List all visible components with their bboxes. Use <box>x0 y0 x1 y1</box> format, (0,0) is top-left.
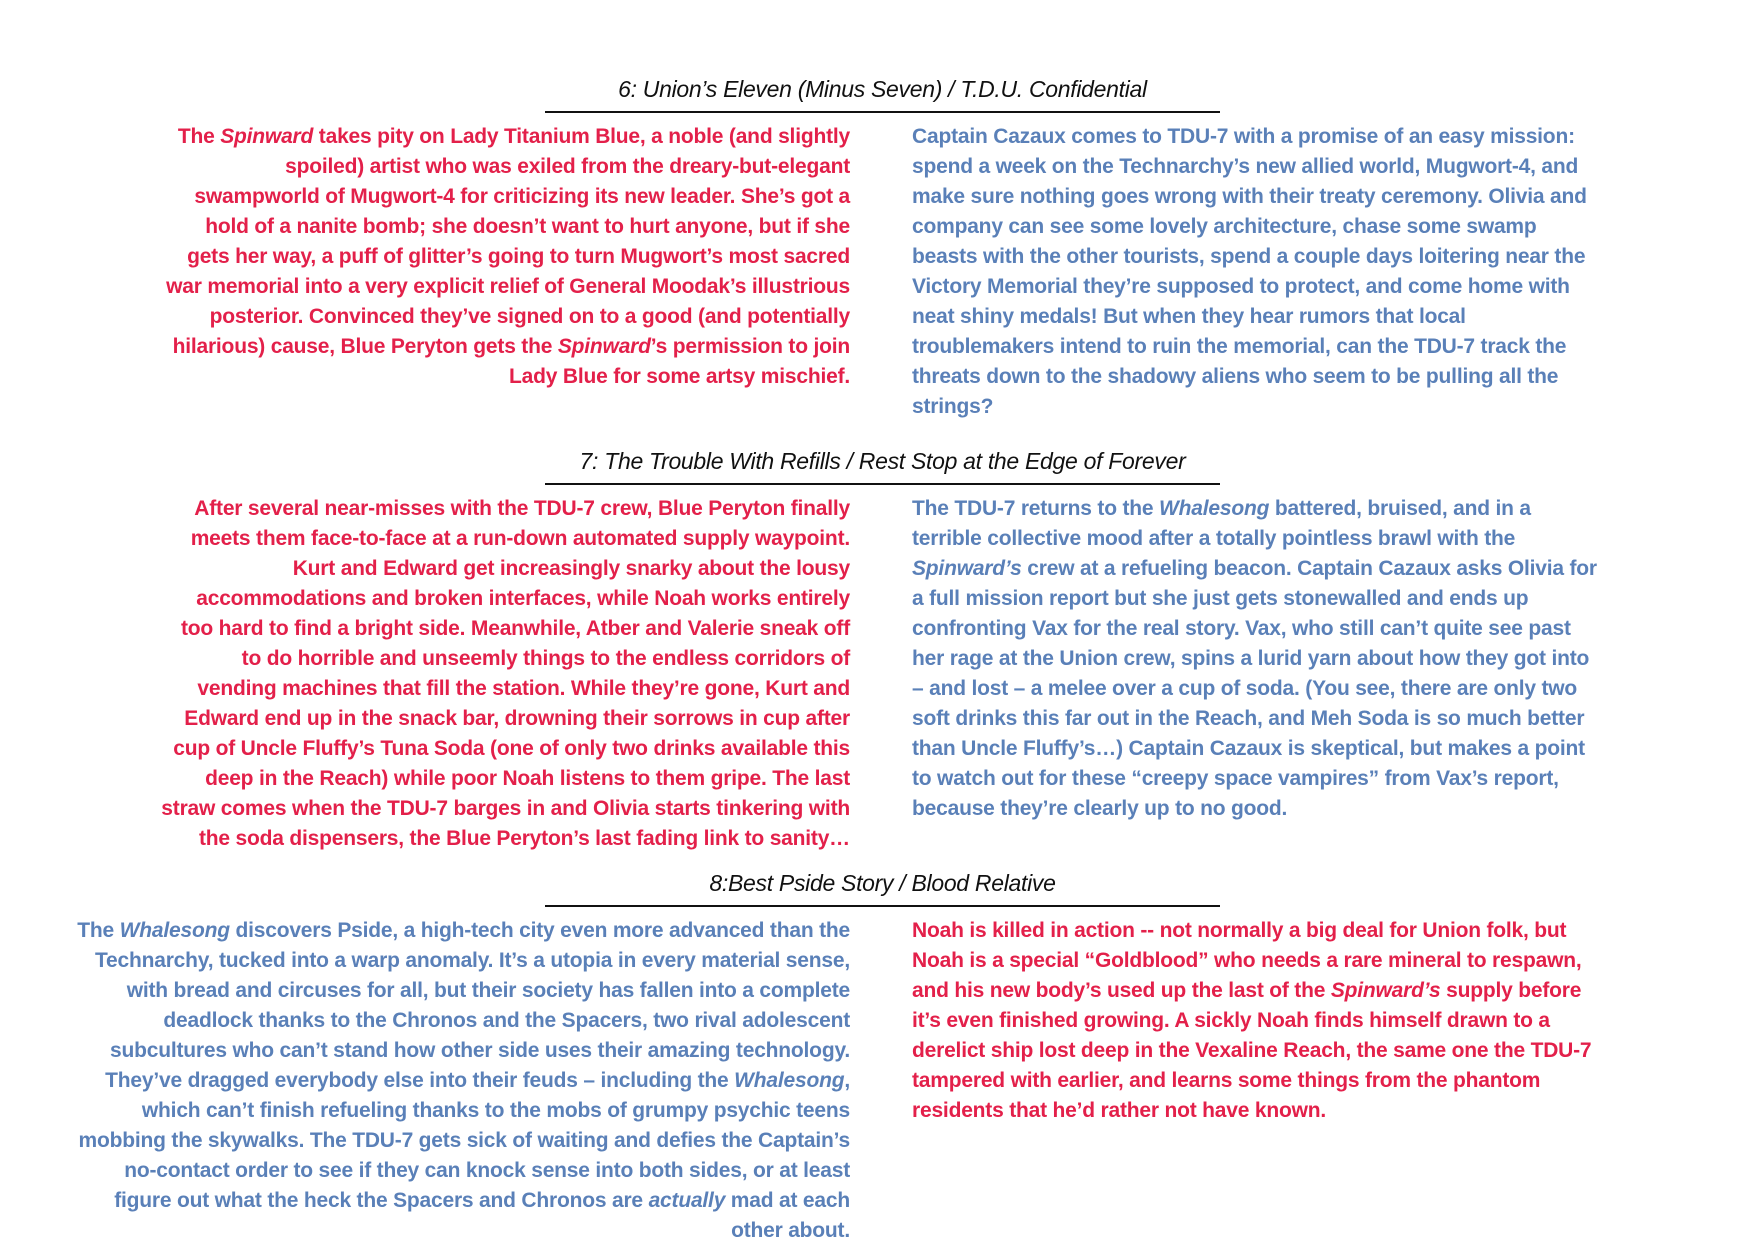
italic-text-run: actually <box>648 1189 726 1212</box>
section-8-title: 8:Best Pside Story / Blood Relative <box>545 870 1220 907</box>
text-run: takes pity on Lady Titanium Blue, a noble (and slightly spoiled) artist who was exiled from the dreary-but-elegant swampworld of Mugwort-4 for criticizing its new leader. She’s got a hold of a nanite bomb; she doesn’t want to hurt anyone, but if she gets her way, a puff of glitter’s going to turn Mugwort’s most sacred war memorial into a very explicit relief of General Moodak’s illustrious posterior. Convinced they’ve signed on to a good (and potentially hilarious) cause, Blue Peryton gets the <box>166 125 850 358</box>
italic-text-run: Whalesong <box>1159 497 1270 520</box>
italic-text-run: Spinward <box>220 125 314 148</box>
italic-text-run: Spinward’s <box>1330 979 1441 1002</box>
text-run: battered, bruised, and in a terrible collective mood after a totally pointless brawl with the <box>912 497 1531 550</box>
text-run: The <box>177 125 221 148</box>
section-7-union-synopsis <box>160 494 850 854</box>
text-run: The TDU-7 returns to the <box>912 497 1160 520</box>
text-run: discovers Pside, a high-tech city even more advanced than the Technarchy, tucked into a warp anomaly. It’s a utopia in every material sense, with bread and circuses for all, but their society has fallen into a complete deadlock thanks to the Chronos and the Spacers, two rival adolescent subcultures who can’t stand how other side uses their amazing technology. They’ve dragged everybody else into their feuds – including the <box>94 919 850 1092</box>
text-run: mad at each other about. <box>725 1189 850 1242</box>
text-run: crew at a refueling beacon. Captain Cazaux asks Olivia for a full mission report but she just gets stonewalled and ends up confronting Vax for the real story. Vax, who still can’t quite see past her rage at the Union crew, spins a lurid yarn about how they got into – and lost – a melee over a cup of soda. (You see, there are only two soft drinks this far out in the Reach, and Meh Soda is so much better than Uncle Fluffy’s…) Captain Cazaux is skeptical, but makes a point to watch out for these “creepy space vampires” from Vax’s report, because they’re clearly up to no good. <box>912 557 1597 820</box>
section-6-union-synopsis <box>160 122 850 392</box>
text-run: Noah is killed in action -- not normally a big deal for Union folk, but Noah is a special “Goldblood” who needs a rare mineral to respawn, and his new body’s used up the last of the <box>912 919 1582 1002</box>
italic-text-run: Whalesong <box>119 919 230 942</box>
text-run: Captain Cazaux comes to TDU-7 with a promise of an easy mission: spend a week on the Technarchy’s new allied world, Mugwort-4, and make sure nothing goes wrong with their treaty ceremony. Olivia and company can see some lovely architecture, chase some swamp beasts with the other tourists, spend a couple days loitering near the Victory Memorial they’re supposed to protect, and come home with neat shiny medals! But when they hear rumors that local troublemakers intend to ruin the memorial, can the TDU-7 track the threats down to the shadowy aliens who seem to be pulling all the strings? <box>912 125 1587 418</box>
text-run: After several near-misses with the TDU-7 crew, Blue Peryton finally meets them face-to-face at a run-down automated supply waypoint. Kurt and Edward get increasingly snarky about the lousy accommodations and broken interfaces, while Noah works entirely too hard to find a bright side. Meanwhile, Atber and Valerie sneak off to do horrible and unseemly things to the endless corridors of vending machines that fill the station. While they’re gone, Kurt and Edward end up in the snack bar, drowning their sorrows in cup after cup of Uncle Fluffy’s Tuna Soda (one of only two drinks available this deep in the Reach) while poor Noah listens to them gripe. The last straw comes when the TDU-7 barges in and Olivia starts tinkering with the soda dispensers, the Blue Peryton’s last fading link to sanity… <box>161 497 850 850</box>
section-7-title: 7: The Trouble With Refills / Rest Stop at the Edge of Forever <box>545 448 1220 485</box>
italic-text-run: Spinward’s <box>912 557 1022 580</box>
section-6-tdu-synopsis <box>912 122 1592 422</box>
text-run: The <box>77 919 120 942</box>
section-6-title: 6: Union’s Eleven (Minus Seven) / T.D.U. Confidential <box>545 76 1220 113</box>
italic-text-run: Spinward <box>557 335 651 358</box>
section-8-union-synopsis <box>912 916 1602 1126</box>
text-run: supply before it’s even finished growing. A sickly Noah finds himself drawn to a derelict ship lost deep in the Vexaline Reach, the same one the TDU-7 tampered with earlier, and learns some things from the phantom residents that he’d rather not have known. <box>912 979 1592 1122</box>
text-run: , which can’t finish refueling thanks to the mobs of grumpy psychic teens mobbing the skywalks. The TDU-7 gets sick of waiting and defies the Captain’s no-contact order to see if they can knock sense into both sides, or at least figure out what the heck the Spacers and Chronos are <box>78 1069 850 1212</box>
italic-text-run: Whalesong <box>734 1069 845 1092</box>
text-run: ’s permission to join Lady Blue for some artsy mischief. <box>509 335 850 388</box>
section-7-tdu-synopsis <box>912 494 1602 824</box>
section-8-tdu-synopsis <box>70 916 850 1246</box>
